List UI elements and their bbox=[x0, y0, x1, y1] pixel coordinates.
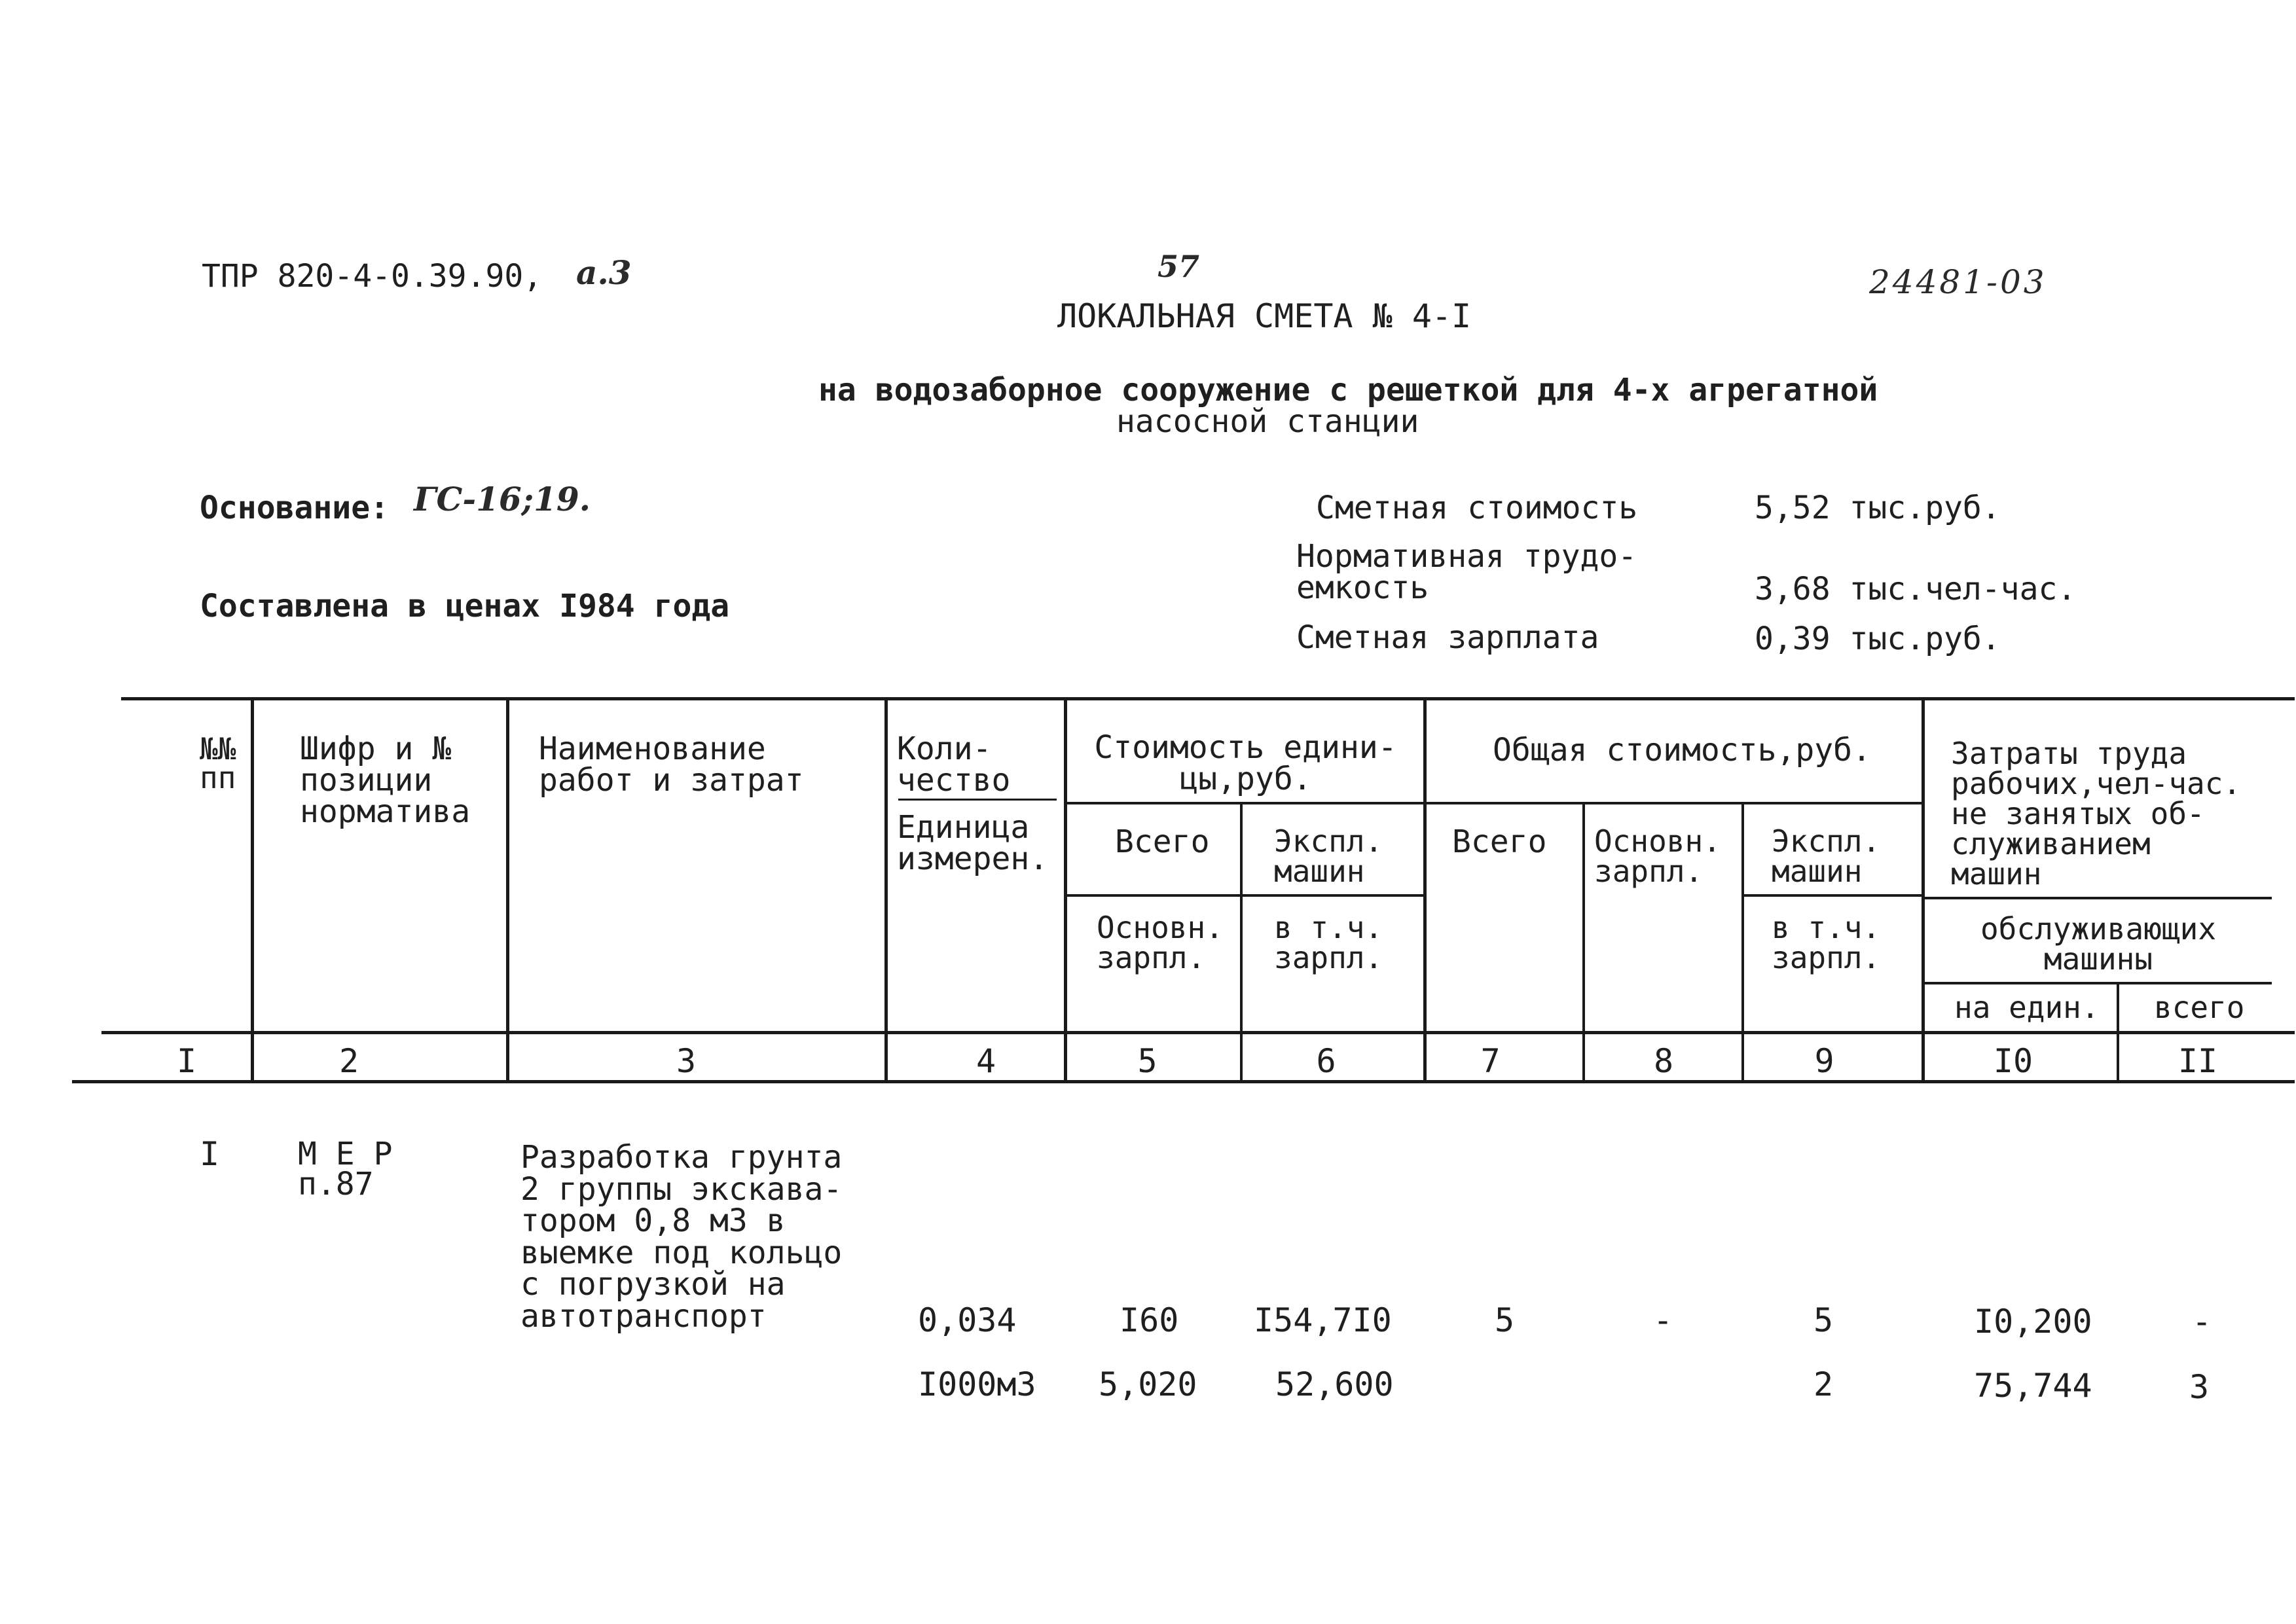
basis-label: Основание: bbox=[200, 490, 389, 526]
header-total-wage: Основн. зарпл. bbox=[1594, 823, 1721, 889]
colnum-6: 6 bbox=[1316, 1042, 1336, 1080]
basis-value-handwritten: ГС-16;19. bbox=[414, 480, 591, 518]
rule-labor-sub bbox=[1923, 897, 2272, 899]
summary-value-labor: 3,68 тыс.чел-час. bbox=[1755, 571, 2077, 607]
rule-unit-wage-sub bbox=[1066, 894, 1426, 897]
row-total-total: 5 bbox=[1495, 1301, 1515, 1339]
colnum-4: 4 bbox=[975, 1042, 996, 1080]
summary-label-labor: Нормативная трудо- емкость bbox=[1296, 538, 1637, 606]
header-name: Наименование работ и затрат bbox=[539, 731, 804, 799]
album-handwritten: а.3 bbox=[576, 253, 632, 292]
vline-4 bbox=[1064, 698, 1067, 1082]
row-labor-unit-bottom: 75,744 bbox=[1974, 1367, 2092, 1405]
header-labor-servicing: обслуживающих машины bbox=[1980, 911, 2217, 977]
colnum-1: I bbox=[176, 1042, 197, 1080]
page-title: ЛОКАЛЬНАЯ СМЕТА № 4-I bbox=[1057, 297, 1472, 335]
row-labor-all-top: - bbox=[2192, 1303, 2212, 1341]
colnum-9: 9 bbox=[1814, 1042, 1834, 1080]
row-unit-machines: I54,7I0 bbox=[1254, 1301, 1392, 1339]
colnum-7: 7 bbox=[1480, 1042, 1501, 1080]
row-total-wage: - bbox=[1653, 1301, 1673, 1339]
row-total-incl-wage: 2 bbox=[1813, 1365, 1834, 1403]
header-labor: Затраты труда рабочих,чел-час. не занятых об- служиванием машин bbox=[1951, 736, 2242, 892]
table-top-rule bbox=[121, 697, 2295, 700]
colnum-5: 5 bbox=[1137, 1042, 1157, 1080]
summary-value-wage: 0,39 тыс.руб. bbox=[1755, 621, 2001, 657]
header-unit-cost: Стоимость едини- цы,руб. bbox=[1094, 729, 1397, 797]
summary-value-cost: 5,52 тыс.руб. bbox=[1755, 490, 2001, 526]
row-labor-unit-top: I0,200 bbox=[1974, 1303, 2092, 1341]
prices-note: Составлена в ценах I984 года bbox=[200, 588, 730, 624]
row-labor-all-bottom: 3 bbox=[2189, 1368, 2210, 1406]
page-number-handwritten: 57 bbox=[1157, 249, 1200, 284]
header-unit: Единица измерен. bbox=[897, 809, 1049, 877]
header-unit-incl-wage: в т.ч. зарпл. bbox=[1274, 910, 1383, 975]
vline-9 bbox=[1922, 698, 1925, 1082]
header-num: №№ пп bbox=[200, 731, 236, 795]
header-total-cost: Общая стоимость,руб. bbox=[1493, 732, 1871, 768]
doc-number-handwritten: 24481-03 bbox=[1869, 263, 2047, 301]
vline-6 bbox=[1423, 698, 1427, 1082]
rule-labor-per-unit bbox=[1923, 982, 2272, 984]
subtitle-line-2: насосной станции bbox=[1116, 403, 1419, 440]
doc-code: ТПР 820-4-0.39.90, bbox=[202, 258, 543, 295]
colnum-8: 8 bbox=[1653, 1042, 1674, 1080]
subtitle-line-1: на водозаборное сооружение с решеткой для 4-х агрегатной bbox=[818, 372, 1878, 408]
row-unit-incl-wage: 52,600 bbox=[1275, 1365, 1394, 1403]
row-qty: 0,034 bbox=[918, 1301, 1017, 1339]
row-name: Разработка грунта 2 группы экскава- тором 0,8 м3 в выемке под кольцо с погрузкой на автотранспорт bbox=[520, 1139, 843, 1335]
row-unit-total: I60 bbox=[1120, 1301, 1179, 1339]
summary-label-wage: Сметная зарплата bbox=[1296, 619, 1599, 656]
rule-total-machines-sub bbox=[1743, 894, 1923, 897]
header-labor-all: всего bbox=[2154, 990, 2245, 1025]
summary-label-cost: Сметная стоимость bbox=[1316, 490, 1638, 526]
vline-5 bbox=[1240, 802, 1243, 1082]
colnum-11: II bbox=[2178, 1042, 2218, 1080]
header-unit-total: Всего bbox=[1115, 823, 1210, 860]
row-unit: I000м3 bbox=[918, 1365, 1036, 1403]
header-unit-machines: Экспл. машин bbox=[1274, 823, 1383, 889]
header-code: Шифр и № позиции норматива bbox=[300, 731, 471, 830]
header-unit-wage: Основн. зарпл. bbox=[1097, 910, 1224, 975]
header-total-machines: Экспл. машин bbox=[1772, 823, 1881, 889]
header-total-total: Всего bbox=[1452, 823, 1547, 860]
rule-header-bottom bbox=[101, 1031, 2295, 1034]
vline-7 bbox=[1582, 802, 1585, 1082]
rule-qty-underline bbox=[898, 799, 1057, 801]
vline-2 bbox=[506, 698, 509, 1082]
colnum-3: 3 bbox=[676, 1042, 697, 1080]
row-code: М Е Р п.87 bbox=[298, 1136, 393, 1202]
row-num: I bbox=[200, 1135, 220, 1173]
vline-3 bbox=[884, 698, 888, 1082]
rule-column-numbers-bottom bbox=[72, 1080, 2295, 1083]
rule-unit-total-sub bbox=[1066, 802, 1923, 804]
vline-8 bbox=[1741, 802, 1744, 1082]
vline-1 bbox=[251, 698, 254, 1082]
row-total-machines: 5 bbox=[1813, 1301, 1834, 1339]
colnum-10: I0 bbox=[1993, 1042, 2033, 1080]
header-total-incl-wage: в т.ч. зарпл. bbox=[1772, 910, 1881, 975]
row-unit-wage: 5,020 bbox=[1099, 1365, 1197, 1403]
header-qty: Коли- чество bbox=[897, 731, 1011, 799]
colnum-2: 2 bbox=[338, 1042, 359, 1080]
header-labor-per-unit: на един. bbox=[1954, 990, 2100, 1025]
